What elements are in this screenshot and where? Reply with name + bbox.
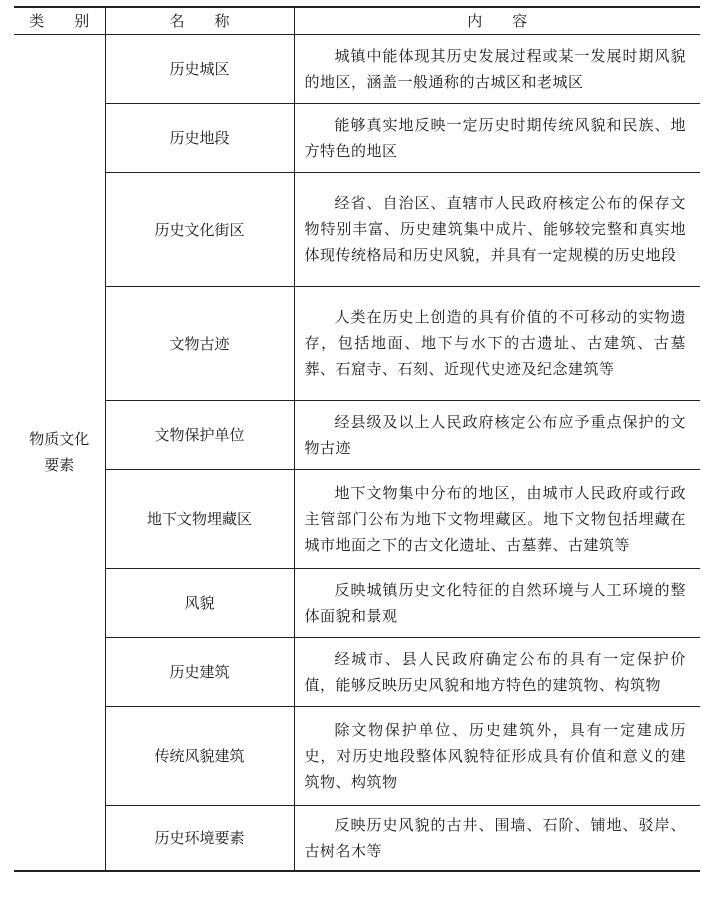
header-content: 内 容 bbox=[294, 7, 700, 34]
table-row bbox=[14, 568, 700, 637]
row-content bbox=[294, 103, 700, 172]
table-row bbox=[14, 172, 700, 286]
row-name: 文物保护单位 bbox=[105, 400, 294, 469]
row-content-text: 经城市、县人民政府确定公布的具有一定保护价值，能够反映历史风貌和地方特色的建筑物、构筑物 bbox=[304, 649, 686, 694]
table-row bbox=[14, 706, 700, 805]
row-content-text: 经省、自治区、直辖市人民政府核定公布的保存文物特别丰富、历史建筑集中成片、能够较完整和真实地体现传统格局和历史风貌，并具有一定规模的历史地段 bbox=[304, 194, 686, 264]
row-content bbox=[294, 706, 700, 805]
row-content bbox=[294, 286, 700, 400]
definition-table-container bbox=[14, 6, 700, 872]
row-name: 历史城区 bbox=[105, 34, 294, 103]
row-content-text: 城镇中能体现其历史发展过程或某一发展时期风貌的地区，涵盖一般通称的古城区和老城区 bbox=[304, 46, 686, 91]
category-cell bbox=[14, 34, 105, 871]
row-content bbox=[294, 34, 700, 103]
row-content bbox=[294, 637, 700, 706]
row-content-text: 反映历史风貌的古井、围墙、石阶、铺地、驳岸、古树名木等 bbox=[304, 815, 686, 860]
row-name: 历史文化街区 bbox=[105, 172, 294, 286]
row-content-text: 人类在历史上创造的具有价值的不可移动的实物遗存，包括地面、地下与水下的古遗址、古建筑、古墓葬、石窟寺、石刻、近现代史迹及纪念建筑等 bbox=[304, 308, 686, 378]
row-content-text: 地下文物集中分布的地区，由城市人民政府或行政主管部门公布为地下文物埋藏区。地下文物包括埋藏在城市地面之下的古文化遗址、古墓葬、古建筑等 bbox=[304, 483, 686, 554]
row-name: 历史建筑 bbox=[105, 637, 294, 706]
row-content-text: 经县级及以上人民政府核定公布应予重点保护的文物古迹 bbox=[304, 412, 686, 457]
row-name: 历史环境要素 bbox=[105, 805, 294, 871]
table-row bbox=[14, 34, 700, 103]
table-row bbox=[14, 286, 700, 400]
definition-table bbox=[14, 6, 700, 872]
row-content bbox=[294, 400, 700, 469]
table-row bbox=[14, 469, 700, 568]
table-header-row bbox=[14, 7, 700, 34]
row-content-text: 反映城镇历史文化特征的自然环境与人工环境的整体面貌和景观 bbox=[304, 580, 686, 625]
row-content bbox=[294, 469, 700, 568]
row-content bbox=[294, 805, 700, 871]
row-content-text: 能够真实地反映一定历史时期传统风貌和民族、地方特色的地区 bbox=[304, 115, 686, 160]
header-name: 名 称 bbox=[105, 7, 294, 34]
row-name: 历史地段 bbox=[105, 103, 294, 172]
row-content bbox=[294, 568, 700, 637]
table-row bbox=[14, 103, 700, 172]
row-content bbox=[294, 172, 700, 286]
row-content-text: 除文物保护单位、历史建筑外，具有一定建成历史，对历史地段整体风貌特征形成具有价值和意义的建筑物、构筑物 bbox=[304, 720, 686, 791]
row-name: 风貌 bbox=[105, 568, 294, 637]
row-name: 传统风貌建筑 bbox=[105, 706, 294, 805]
table-row bbox=[14, 637, 700, 706]
table-row bbox=[14, 805, 700, 871]
row-name: 地下文物埋藏区 bbox=[105, 469, 294, 568]
header-category: 类 别 bbox=[14, 7, 105, 34]
table-row bbox=[14, 400, 700, 469]
row-name: 文物古迹 bbox=[105, 286, 294, 400]
category-label: 物质文化 要素 bbox=[29, 430, 90, 475]
